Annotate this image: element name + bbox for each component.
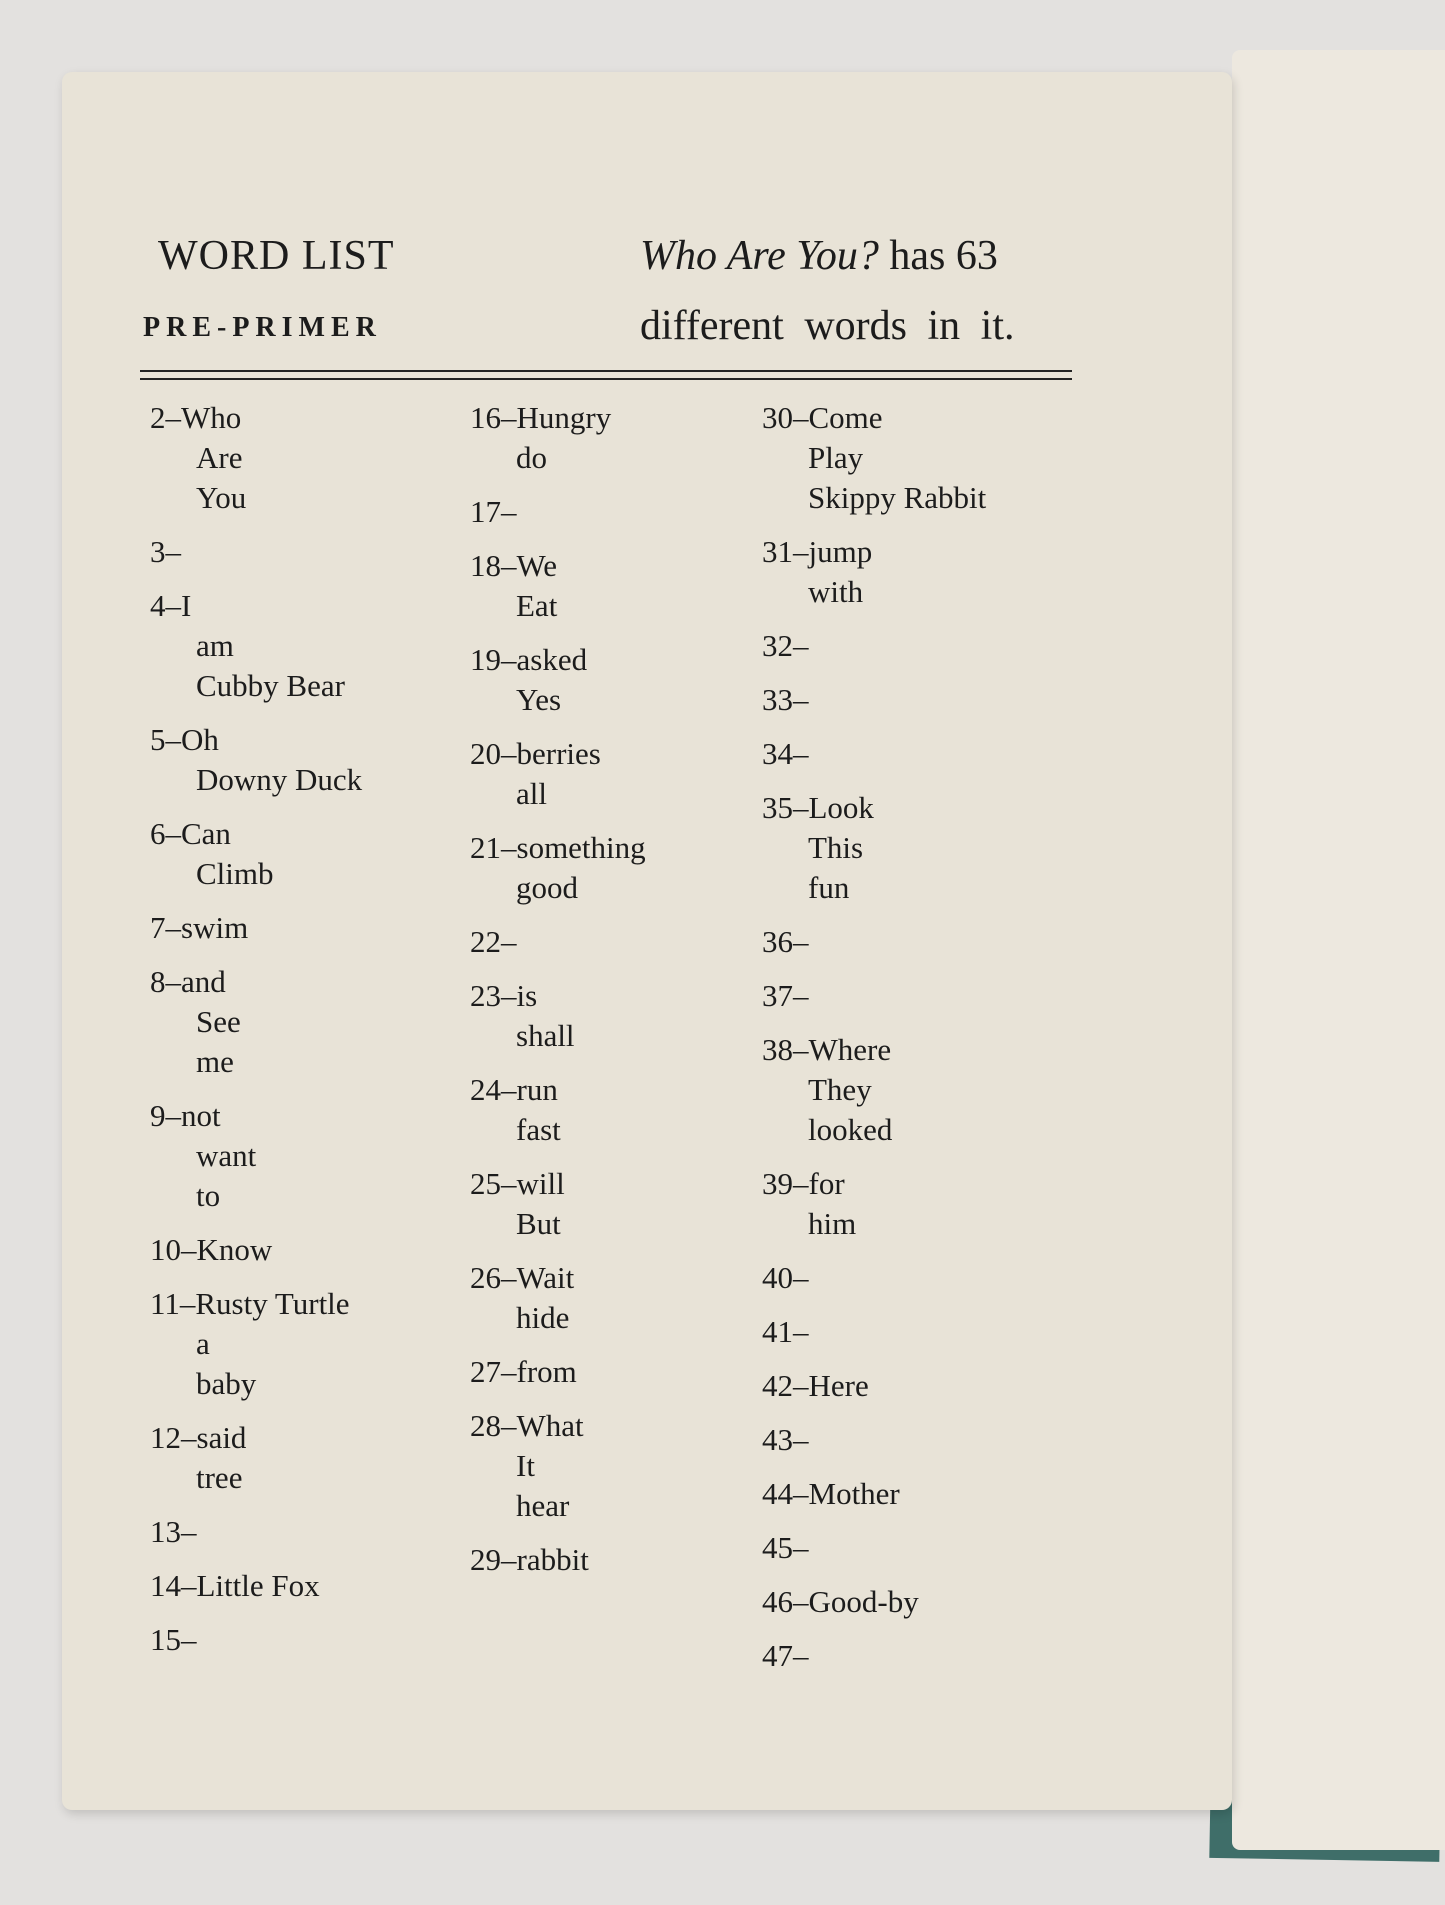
word: Mother	[808, 1476, 900, 1511]
word-entry	[150, 814, 362, 894]
word: a	[196, 1326, 210, 1361]
word-entry-page-line	[150, 962, 362, 1002]
word: Here	[808, 1368, 869, 1403]
page-number: 24	[470, 1072, 501, 1107]
word-entry	[762, 532, 986, 612]
dash-separator: –	[793, 400, 809, 435]
word: something	[516, 830, 646, 865]
word-entry-page-line	[762, 1030, 986, 1070]
dash-separator: –	[793, 1638, 809, 1673]
page-number: 30	[762, 400, 793, 435]
word-entry	[470, 640, 646, 720]
dash-separator: –	[793, 1530, 809, 1565]
dash-separator: –	[165, 534, 181, 569]
word: Little Fox	[196, 1568, 320, 1603]
page-subtitle: PRE-PRIMER	[143, 312, 382, 343]
dash-separator: –	[793, 924, 809, 959]
word: said	[196, 1420, 247, 1455]
word: jump	[808, 534, 873, 569]
word: Are	[196, 440, 243, 475]
word-entry-page-line	[150, 1284, 362, 1324]
page-number: 46	[762, 1584, 793, 1619]
word: Where	[808, 1032, 892, 1067]
page-number: 42	[762, 1368, 793, 1403]
word-entry	[762, 734, 986, 774]
word: Yes	[516, 682, 562, 717]
word-entry-page-line	[762, 1474, 986, 1514]
word: with	[808, 574, 864, 609]
page-number: 33	[762, 682, 793, 717]
dash-separator: –	[501, 1260, 517, 1295]
word-entry-page-line	[150, 1512, 362, 1552]
word-entry-page-line	[762, 1528, 986, 1568]
word-entry-page-line	[150, 532, 362, 572]
word-entry	[470, 976, 646, 1056]
word: It	[516, 1448, 535, 1483]
dash-separator: –	[181, 1232, 197, 1267]
word-entry	[762, 1312, 986, 1352]
page-number: 39	[762, 1166, 793, 1201]
word-entry-page-line	[762, 1420, 986, 1460]
dash-separator: –	[793, 978, 809, 1013]
dash-separator: –	[793, 1584, 809, 1619]
dash-separator: –	[501, 494, 517, 529]
word-entry-page-line	[762, 1258, 986, 1298]
book-title: Who Are You?	[640, 233, 879, 279]
dash-separator: –	[501, 736, 517, 771]
word: Play	[808, 440, 864, 475]
word-entry-page-line	[762, 734, 986, 774]
page-number: 47	[762, 1638, 793, 1673]
page-number: 12	[150, 1420, 181, 1455]
page-number: 10	[150, 1232, 181, 1267]
word-entry	[762, 398, 986, 518]
dash-separator: –	[501, 1408, 517, 1443]
word-entry-page-line	[470, 976, 646, 1016]
word-entry	[762, 1030, 986, 1150]
word-entry	[762, 1636, 986, 1676]
word-entry-page-line	[762, 976, 986, 1016]
word-entry-page-line	[762, 1636, 986, 1676]
word-entry-page-line	[150, 814, 362, 854]
word: But	[516, 1206, 561, 1241]
dash-separator: –	[501, 1166, 517, 1201]
dash-separator: –	[793, 1368, 809, 1403]
word: Climb	[196, 856, 274, 891]
word-entry-page-line	[762, 1366, 986, 1406]
dash-separator: –	[165, 1098, 181, 1133]
page-number: 44	[762, 1476, 793, 1511]
word-count-line-2: different words in it.	[640, 303, 1015, 349]
word-entry-page-line	[150, 1418, 362, 1458]
dash-separator: –	[793, 736, 809, 771]
page-number: 7	[150, 910, 166, 945]
dash-separator: –	[165, 722, 181, 757]
dash-separator: –	[501, 1542, 517, 1577]
word-entry-page-line	[150, 398, 362, 438]
word: This	[808, 830, 864, 865]
dash-separator: –	[181, 1568, 197, 1603]
word-entry	[150, 720, 362, 800]
word-entry-page-line	[762, 922, 986, 962]
page-number: 2	[150, 400, 166, 435]
word-entry	[762, 1164, 986, 1244]
word-entry-page-line	[762, 680, 986, 720]
word: will	[516, 1166, 565, 1201]
word-entry-page-line	[762, 1582, 986, 1622]
word-entry	[470, 734, 646, 814]
word-entry	[150, 1512, 362, 1552]
word-entry-page-line	[150, 908, 362, 948]
word-entry	[470, 1070, 646, 1150]
page-number: 34	[762, 736, 793, 771]
word-entry	[150, 962, 362, 1082]
word-entry-page-line	[762, 532, 986, 572]
word-entry	[150, 1284, 362, 1404]
page-number: 22	[470, 924, 501, 959]
page-number: 3	[150, 534, 166, 569]
word: Who	[181, 400, 242, 435]
dash-separator: –	[793, 628, 809, 663]
word: baby	[196, 1366, 257, 1401]
word-entry-page-line	[470, 828, 646, 868]
dash-separator: –	[501, 548, 517, 583]
page-number: 35	[762, 790, 793, 825]
word-entry	[470, 828, 646, 908]
word-entry-page-line	[150, 1566, 362, 1606]
word-entry	[470, 1258, 646, 1338]
word: want	[196, 1138, 257, 1173]
page-number: 38	[762, 1032, 793, 1067]
word: Downy Duck	[196, 762, 363, 797]
word: Know	[196, 1232, 273, 1267]
word: and	[181, 964, 226, 999]
word-entry-page-line	[470, 734, 646, 774]
word: Skippy Rabbit	[808, 480, 987, 515]
word-column-1	[150, 398, 362, 1674]
word: looked	[808, 1112, 893, 1147]
word-entry	[470, 492, 646, 532]
page-number: 45	[762, 1530, 793, 1565]
word-entry	[150, 586, 362, 706]
dash-separator: –	[165, 816, 181, 851]
word-entry-page-line	[470, 1258, 646, 1298]
word: tree	[196, 1460, 243, 1495]
dash-separator: –	[793, 1260, 809, 1295]
dash-separator: –	[181, 1622, 197, 1657]
word: him	[808, 1206, 857, 1241]
dash-separator: –	[501, 924, 517, 959]
word: all	[516, 776, 547, 811]
word: Cubby Bear	[196, 668, 345, 703]
page-number: 41	[762, 1314, 793, 1349]
word: What	[516, 1408, 584, 1443]
word: We	[516, 548, 558, 583]
dash-separator: –	[181, 1514, 197, 1549]
header-rule-bottom	[140, 378, 1072, 380]
word-entry	[762, 680, 986, 720]
word-entry	[762, 1528, 986, 1568]
word-entry-page-line	[762, 626, 986, 666]
word: good	[516, 870, 578, 905]
page-number: 13	[150, 1514, 181, 1549]
word-count-text: has 63	[878, 233, 998, 279]
word-entry	[762, 1366, 986, 1406]
word-entry-page-line	[470, 398, 646, 438]
page-number: 5	[150, 722, 166, 757]
word-entry-page-line	[470, 546, 646, 586]
page-number: 32	[762, 628, 793, 663]
header-rule-top	[140, 370, 1072, 372]
word: rabbit	[516, 1542, 589, 1577]
dash-separator: –	[793, 1422, 809, 1457]
dash-separator: –	[501, 830, 517, 865]
word-entry	[762, 1258, 986, 1298]
page-number: 25	[470, 1166, 501, 1201]
page-number: 15	[150, 1622, 181, 1657]
word: Look	[808, 790, 874, 825]
page-number: 40	[762, 1260, 793, 1295]
word-entry	[762, 626, 986, 666]
word-entry	[762, 1420, 986, 1460]
page-number: 23	[470, 978, 501, 1013]
page-number: 29	[470, 1542, 501, 1577]
word: Good-by	[808, 1584, 919, 1619]
word-entry-page-line	[150, 1230, 362, 1270]
word-entry	[470, 922, 646, 962]
word-entry	[150, 532, 362, 572]
page-number: 17	[470, 494, 501, 529]
page-number: 19	[470, 642, 501, 677]
word: fast	[516, 1112, 561, 1147]
dash-separator: –	[793, 790, 809, 825]
word: Can	[181, 816, 231, 851]
word-entry	[150, 1566, 362, 1606]
word: Rusty Turtle	[195, 1286, 350, 1321]
word: shall	[516, 1018, 575, 1053]
word-entry-page-line	[150, 586, 362, 626]
page-number: 16	[470, 400, 501, 435]
word: hear	[516, 1488, 570, 1523]
dash-separator: –	[793, 682, 809, 717]
dash-separator: –	[501, 978, 517, 1013]
page-number: 9	[150, 1098, 166, 1133]
page-title: WORD LIST	[158, 233, 395, 279]
word: is	[516, 978, 538, 1013]
word-entry-page-line	[470, 1406, 646, 1446]
dash-separator: –	[165, 910, 181, 945]
word-entry-page-line	[762, 788, 986, 828]
page-number: 27	[470, 1354, 501, 1389]
word: am	[196, 628, 234, 663]
word: asked	[516, 642, 588, 677]
word-entry-page-line	[762, 398, 986, 438]
word-entry	[470, 398, 646, 478]
word-entry	[150, 1230, 362, 1270]
dash-separator: –	[793, 1166, 809, 1201]
word-entry	[762, 1474, 986, 1514]
word-entry-page-line	[150, 720, 362, 760]
dash-separator: –	[793, 534, 809, 569]
word-column-3	[762, 398, 986, 1690]
dash-separator: –	[793, 1476, 809, 1511]
word: run	[516, 1072, 558, 1107]
word: hide	[516, 1300, 570, 1335]
word-entry-page-line	[470, 1070, 646, 1110]
page-number: 28	[470, 1408, 501, 1443]
word-entry-page-line	[470, 1164, 646, 1204]
word-entry	[470, 1406, 646, 1526]
word-entry-page-line	[470, 640, 646, 680]
page-number: 36	[762, 924, 793, 959]
word: Eat	[516, 588, 558, 623]
word-entry	[762, 922, 986, 962]
word-count-line-1	[640, 232, 998, 280]
page-number: 43	[762, 1422, 793, 1457]
word: See	[196, 1004, 241, 1039]
page-number: 26	[470, 1260, 501, 1295]
word-entry-page-line	[470, 1540, 646, 1580]
word-entry	[150, 398, 362, 518]
facing-page	[1232, 50, 1445, 1850]
page-number: 37	[762, 978, 793, 1013]
word-entry-page-line	[762, 1312, 986, 1352]
word: for	[808, 1166, 845, 1201]
word: me	[196, 1044, 234, 1079]
word: I	[181, 588, 192, 623]
word-entry	[150, 908, 362, 948]
word: Come	[808, 400, 883, 435]
word-entry	[470, 1352, 646, 1392]
dash-separator: –	[165, 964, 181, 999]
word: Wait	[516, 1260, 575, 1295]
word-entry-page-line	[150, 1096, 362, 1136]
word-entry-page-line	[762, 1164, 986, 1204]
dash-separator: –	[793, 1032, 809, 1067]
dash-separator: –	[179, 1286, 196, 1321]
dash-separator: –	[165, 400, 181, 435]
word-entry-page-line	[470, 1352, 646, 1392]
dash-separator: –	[501, 1354, 517, 1389]
word-entry-page-line	[150, 1620, 362, 1660]
page-number: 8	[150, 964, 166, 999]
word-entry	[762, 788, 986, 908]
word-column-2	[470, 398, 646, 1594]
dash-separator: –	[501, 642, 517, 677]
word: to	[196, 1178, 221, 1213]
word: not	[181, 1098, 221, 1133]
word: do	[516, 440, 547, 475]
word: They	[808, 1072, 872, 1107]
word-entry-page-line	[470, 922, 646, 962]
page-number: 14	[150, 1568, 181, 1603]
word-entry	[150, 1096, 362, 1216]
word: swim	[181, 910, 249, 945]
word-entry	[762, 1582, 986, 1622]
page-number: 20	[470, 736, 501, 771]
word-entry	[150, 1418, 362, 1498]
word: fun	[808, 870, 850, 905]
word-entry-page-line	[470, 492, 646, 532]
page-number: 6	[150, 816, 166, 851]
dash-separator: –	[181, 1420, 197, 1455]
dash-separator: –	[501, 1072, 517, 1107]
word: Hungry	[516, 400, 612, 435]
page-number: 21	[470, 830, 501, 865]
word: from	[516, 1354, 577, 1389]
page-number: 4	[150, 588, 166, 623]
word-entry	[762, 976, 986, 1016]
dash-separator: –	[793, 1314, 809, 1349]
dash-separator: –	[165, 588, 181, 623]
dash-separator: –	[501, 400, 517, 435]
word: You	[196, 480, 247, 515]
word-entry	[470, 1540, 646, 1580]
page-number: 18	[470, 548, 501, 583]
word: berries	[516, 736, 601, 771]
word-entry	[470, 546, 646, 626]
page-number: 11	[150, 1286, 180, 1321]
page-number: 31	[762, 534, 793, 569]
word: Oh	[181, 722, 219, 757]
word-entry	[470, 1164, 646, 1244]
word-entry	[150, 1620, 362, 1660]
